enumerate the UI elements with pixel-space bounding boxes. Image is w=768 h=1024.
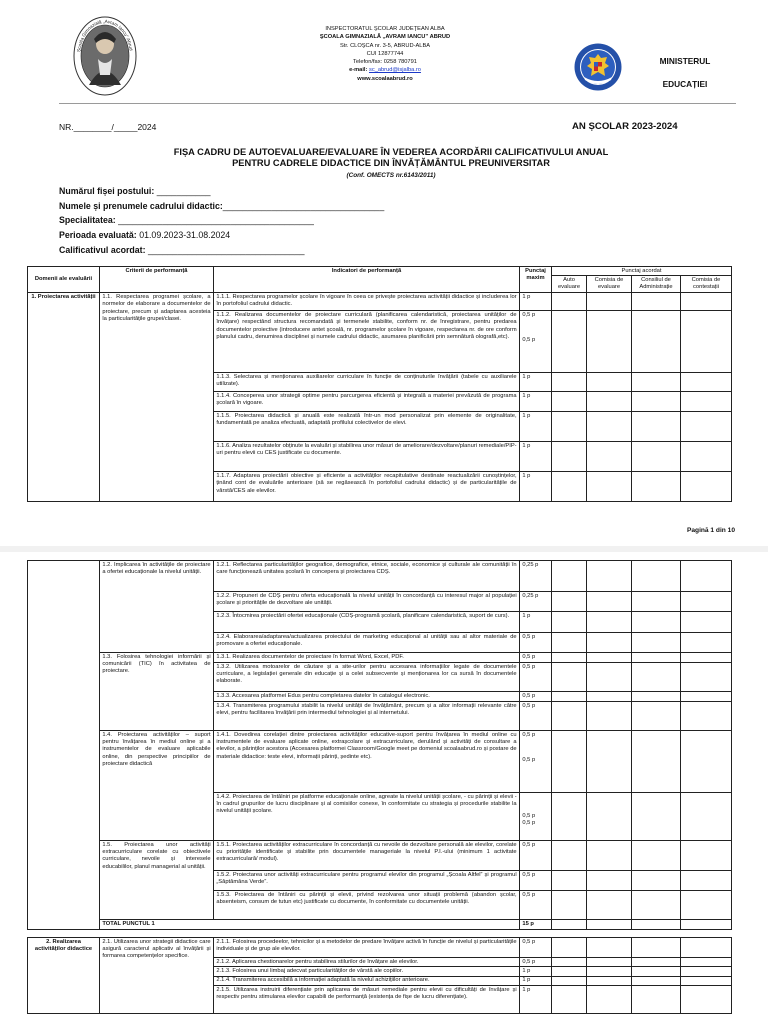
domain-cell: 2. Realizarea activităților didactice [28,938,100,1014]
indicator-cell: 1.5.3. Proiectarea de întâniri cu părinții și elevii, privind rezolvarea unor situații problemă (abandon școlar, absenteism, consum de tutun etc) justificate cu documente, în conformitate cu documentele unității. [214,891,520,920]
indicator-cell: 2.1.5. Utilizarea instruirii diferențiate prin aplicarea de măsuri remediale pentru elevii cu dificultăți de învățare și respectiv pentru stimularea elevilor capabili de performanță (existența de fișe de lucru diferențiate). [214,986,520,1014]
criterion-cell: 1.5. Proiectarea unor activități extracurriculare corelate cu obiectivele curriculare, nevoile și interesele educabililor, planul managerial al unității. [100,841,214,920]
field-value[interactable]: ________________________________ [145,244,305,255]
max-points: 1 p [520,293,552,311]
indicator-cell: 2.1.2. Aplicarea chestionarelor pentru stabilirea stilurilor de învățare ale elevilor. [214,958,520,967]
appeals-cell[interactable] [681,633,732,653]
points-part-1: 0,5 p [522,731,536,738]
max-points [520,731,552,793]
self-eval-cell[interactable] [552,633,587,653]
criterion-cell: 1.1. Respectarea programei școlare, a normelor de elaborare a documentelor de proiectare, precum și adaptarea acesteia la particularitățile grupei/clasei. [100,293,214,502]
appeals-cell[interactable] [681,976,732,985]
board-cell[interactable] [632,891,681,920]
self-eval-cell[interactable] [552,871,587,891]
appeals-cell[interactable] [681,958,732,967]
document-title [100,147,682,169]
commission-cell[interactable] [587,311,632,373]
commission-cell[interactable] [587,986,632,1014]
field-value[interactable]: _________________________________ [222,200,385,211]
self-eval-cell[interactable] [552,692,587,702]
board-total[interactable] [632,920,681,930]
school-phone: Telefon/fax: 0258 780791 [353,59,417,66]
total-label: TOTAL PUNCTUL 1 [100,920,520,930]
ministry-line-1: MINISTERUL [659,56,711,66]
max-points [520,311,552,373]
indicator-cell: 1.1.3. Selectarea și menționarea auxiliarelor curriculare în funcție de conținuturile învățării (tabele cu auxiliarele utilizate). [214,373,520,392]
criterion-cell: 1.3. Folosirea tehnologiei informării și comunicării (TIC) în activitatea de proiectare. [100,653,214,731]
email-link[interactable]: sc_abrud@isjalba.ro [369,67,421,74]
commission-cell[interactable] [587,472,632,502]
self-eval-cell[interactable] [552,958,587,967]
page-footer: Pagină 1 din 10 [686,527,735,534]
table-row [28,561,732,592]
max-points: 1 p [520,967,552,976]
indicator-cell: 1.5.1. Proiectarea activităților extracurriculare în concordanță cu nevoile de dezvoltare personală ale elevilor, corelate cu prioritățile identificate și stabilite prin documentele manageriale la nivelul P.I.-ului (minimum 1 activitate extracurriculară/ modul). [214,841,520,871]
appeals-cell[interactable] [681,612,732,633]
max-points: 0,5 p [520,938,552,958]
self-eval-cell[interactable] [552,612,587,633]
field-value: 01.09.2023-31.08.2024 [136,230,231,241]
field-period [59,228,384,243]
self-eval-cell[interactable] [552,967,587,976]
indicator-cell: 1.3.3. Accesarea platformei Edus pentru completarea datelor în catalogul electronic. [214,692,520,702]
appeals-cell[interactable] [681,938,732,958]
table-row [28,653,732,663]
self-eval-cell[interactable] [552,793,587,841]
criterion-cell: 1.4. Proiectarea activităților – suport pentru învățarea în mediul online și a instrumentelor de evaluare aplicabile online, din perspective principiilor de proiectare didactică [100,731,214,841]
table-row [28,293,732,311]
board-cell[interactable] [632,793,681,841]
points-part-2: 0,5 p [522,337,536,344]
appeals-cell[interactable] [681,663,732,692]
board-cell[interactable] [632,731,681,793]
indicator-cell: 2.1.4. Transmiterea accesibilă a informației adaptată la nivelul achizițiilor anterioare. [214,976,520,985]
commission-cell[interactable] [587,653,632,663]
evaluation-table-page-1 [27,266,732,502]
board-cell[interactable] [632,392,681,412]
self-eval-cell[interactable] [552,653,587,663]
total-value: 15 p [520,920,552,930]
field-specialty [59,213,384,228]
board-cell[interactable] [632,633,681,653]
appeals-cell[interactable] [681,841,732,871]
commission-cell[interactable] [587,442,632,472]
commission-cell[interactable] [587,967,632,976]
max-points: 0,5 p [520,692,552,702]
self-eval-cell[interactable] [552,561,587,592]
points-part-1: 0,5 p [522,311,536,318]
board-cell[interactable] [632,692,681,702]
board-cell[interactable] [632,967,681,976]
appeals-cell[interactable] [681,692,732,702]
domain-cell: 1. Proiectarea activității [28,293,100,502]
field-post-number [59,184,384,199]
table-row [28,841,732,871]
col-header-awarded: Punctaj acordat [552,267,732,276]
appeals-cell[interactable] [681,311,732,373]
email-label: e-mail: [349,67,368,74]
max-points: 0,5 p [520,633,552,653]
indicator-cell: 1.2.2. Propuneri de CDȘ pentru oferta educațională la nivelul unității în concordanță cu interesul major al populației școlare și prioritățile de dezvoltare ale unității. [214,592,520,612]
field-label: Numele și prenumele cadrului didactic: [59,200,223,211]
commission-cell[interactable] [587,663,632,692]
school-crest-logo [72,15,138,97]
max-points: 1 p [520,442,552,472]
table-row [28,938,732,958]
col-header-domain: Domenii ale evaluării [28,267,100,293]
government-logo [574,43,622,91]
title-line-1: FIȘA CADRU DE AUTOEVALUARE/EVALUARE ÎN VEDEREA ACORDĂRII CALIFICATIVULUI ANUAL [173,147,609,157]
school-street: Str. CLOŞCA nr. 3-5, ABRUD-ALBA [339,42,431,49]
board-cell[interactable] [632,938,681,958]
board-cell[interactable] [632,472,681,502]
appeals-cell[interactable] [681,871,732,891]
commission-total[interactable] [587,920,632,930]
points-part-2: 0,5 p [522,756,536,763]
title-line-2: PENTRU CADRELE DIDACTICE DIN ÎNVĂȚĂMÂNTUL PREUNIVERSITAR [232,158,550,169]
school-name: ŞCOALA GIMNAZIALĂ „AVRAM IANCU” ABRUD [319,34,451,41]
appeals-cell[interactable] [681,702,732,731]
commission-cell[interactable] [587,392,632,412]
appeals-total[interactable] [681,920,732,930]
max-points: 1 p [520,373,552,392]
commission-cell[interactable] [587,841,632,871]
col-header-criteria: Criterii de performanță [100,267,214,293]
max-points: 0,5 p [520,653,552,663]
indicator-cell: 1.2.3. Întocmirea proiectării ofertei educaționale (CDȘ-programă școlară, planificare calendaristică, suport de curs). [214,612,520,633]
commission-cell[interactable] [587,692,632,702]
indicator-cell: 2.1.3. Folosirea unui limbaj adecvat particularităților de vârstă ale copiilor. [214,967,520,976]
school-cui: CUI 12877744 [366,50,404,57]
indicator-cell: 1.3.1. Realizarea documentelor de proiectare în format Word, Excel, PDF. [214,653,520,663]
appeals-cell[interactable] [681,442,732,472]
school-website[interactable]: www.scoalaabrud.ro [357,75,413,82]
points-part-2: 0,5 p [522,819,536,826]
appeals-cell[interactable] [681,731,732,793]
indicator-cell: 1.1.6. Analiza rezultatelor obținute la evaluări și stabilirea unor măsuri de ameliorare/dezvoltare/planuri remediale/PIP-uri pentru elevii cu CES justificate cu documente. [214,442,520,472]
total-row [28,920,732,930]
self-eval-cell[interactable] [552,373,587,392]
board-cell[interactable] [632,871,681,891]
board-cell[interactable] [632,293,681,311]
document-header [0,0,768,112]
appeals-cell[interactable] [681,293,732,311]
criterion-cell: 1.2. Implicarea în activitățile de proiectare a ofertei educaționale la nivelul unității. [100,561,214,653]
board-cell[interactable] [632,442,681,472]
self-eval-cell[interactable] [552,412,587,442]
evaluation-table-page-2 [27,560,732,930]
field-label: Calificativul acordat: [59,244,146,255]
commission-cell[interactable] [587,373,632,392]
commission-cell[interactable] [587,702,632,731]
field-label: Numărul fișei postului: [59,186,155,196]
self-eval-cell[interactable] [552,731,587,793]
board-cell[interactable] [632,958,681,967]
indicator-cell: 1.4.2. Proiectarea de întâlniri pe platforme educaționale online, agreate la nivelul unității școlare, - cu părinții și elevii - în cadrul grupurilor de lucru disciplinare și al comisiilor conexe, în conformitate cu strategia și procedurile stabilite la nivelul unității școlare. [214,793,520,841]
col-header-appeals: Comisia de contestații [681,276,732,293]
evaluation-table-page-2-domain-2 [27,937,732,1014]
commission-cell[interactable] [587,592,632,612]
indicator-cell: 1.3.4. Transmiterea programului stabilit la nivelul unității de învățământ, precum și a altor informații relevante către elevi, pentru facilitarea învățării prin intermediul tehnologiei și al internetului. [214,702,520,731]
indicator-cell: 1.2.4. Elaborarea/adaptarea/actualizarea proiectului de marketing educațional al unității sau al altor materiale de promovare a ofertei educaționale. [214,633,520,653]
self-eval-cell[interactable] [552,311,587,373]
self-eval-cell[interactable] [552,702,587,731]
self-eval-cell[interactable] [552,938,587,958]
col-header-max: Punctaj maxim [520,267,552,293]
self-eval-cell[interactable] [552,472,587,502]
max-points: 0,5 p [520,663,552,692]
board-cell[interactable] [632,976,681,985]
appeals-cell[interactable] [681,793,732,841]
commission-cell[interactable] [587,871,632,891]
commission-cell[interactable] [587,891,632,920]
indicator-cell: 1.1.2. Realizarea documentelor de proiectare curriculară (planificarea calendaristică, proiectarea unităților de învățare) respectând structura recomandată și termenele stabilite, conform nr. de înregistrare, pentru predarea documentelor proiective (introducere antet școală, nr. programelor școlare în vigoare, respectarea nr. de ore conform planului cadru, denumirea disciplinei și numele cadrului didactic, asumarea planificării prin semnătură olografă,etc). [214,311,520,373]
commission-cell[interactable] [587,293,632,311]
appeals-cell[interactable] [681,472,732,502]
ministry-line-2: EDUCAȚIEI [662,79,708,89]
school-year: AN ȘCOLAR 2023-2024 [572,121,678,132]
appeals-cell[interactable] [681,967,732,976]
school-address-block [250,25,520,83]
commission-cell[interactable] [587,731,632,793]
self-eval-cell[interactable] [552,293,587,311]
ministry-name [640,50,730,96]
self-eval-cell[interactable] [552,392,587,412]
col-header-commission: Comisia de evaluare [587,276,632,293]
registration-number: NR.________/_____2024 [59,122,157,132]
field-label: Specialitatea: [59,215,116,226]
max-points: 1 p [520,412,552,442]
max-points: 0,5 p [520,871,552,891]
max-points [520,793,552,841]
commission-cell[interactable] [587,633,632,653]
max-points: 0,5 p [520,958,552,967]
board-cell[interactable] [632,592,681,612]
appeals-cell[interactable] [681,986,732,1014]
appeals-cell[interactable] [681,392,732,412]
board-cell[interactable] [632,841,681,871]
self-eval-cell[interactable] [552,841,587,871]
board-cell[interactable] [632,412,681,442]
self-eval-total[interactable] [552,920,587,930]
field-grade [59,243,384,258]
board-cell[interactable] [632,311,681,373]
domain-cell [28,561,100,930]
max-points: 1 p [520,472,552,502]
commission-cell[interactable] [587,958,632,967]
max-points: 1 p [520,976,552,985]
indicator-cell: 1.1.7. Adaptarea proiectării obiective și eficiente a activităților recapitulative destinate reactualizării cunoștințelor, ținând cont de evaluările anterioare (să se regăsească în portofoliul cadrului didactic) și de particularitățile de vârstă/CES ale elevilor. [214,472,520,502]
table-row [28,731,732,793]
appeals-cell[interactable] [681,653,732,663]
col-header-self-eval: Auto evaluare [552,276,587,293]
commission-cell[interactable] [587,412,632,442]
commission-cell[interactable] [587,976,632,985]
field-label: Perioada evaluată: [59,230,137,241]
board-cell[interactable] [632,561,681,592]
indicator-cell: 2.1.1. Folosirea procedeelor, tehnicilor și a metodelor de predare învățare activă în funcție de nivelul și particularitățile individuale și de grup ale elevilor. [214,938,520,958]
teacher-info-fields [59,184,384,258]
appeals-cell[interactable] [681,561,732,592]
commission-cell[interactable] [587,612,632,633]
criterion-cell: 2.1. Utilizarea unor strategii didactice care asigură caracterul aplicativ al învățării și formarea competențelor specifice. [100,938,214,1014]
table-header-row [28,267,732,276]
max-points: 1 p [520,986,552,1014]
appeals-cell[interactable] [681,891,732,920]
board-cell[interactable] [632,653,681,663]
board-cell[interactable] [632,702,681,731]
indicator-cell: 1.4.1. Dovedirea corelației dintre proiectarea activităților educative-suport pentru învățarea în mediul online cu instrumentele de evaluare aplicate online, extrașcolare și extracurriculare, derulând și activități de consultare a elevilor, a părinților acestora (Accesarea platformei Classroom/Google meet pe domeniul scoalaabrud.ro și postare de materiale didactice: teste elevi, informații părinți, ședinte etc). [214,731,520,793]
board-cell[interactable] [632,986,681,1014]
board-cell[interactable] [632,663,681,692]
self-eval-cell[interactable] [552,663,587,692]
col-header-board: Consiliul de Administrație [632,276,681,293]
commission-cell[interactable] [587,938,632,958]
appeals-cell[interactable] [681,412,732,442]
indicator-cell: 1.1.5. Proiectarea didactică și anuală este realizată într-un mod personalizat prin elemente de originalitate, fundamentată pe analiza efectuată, adaptată profilului colectivelor de elevi. [214,412,520,442]
indicator-cell: 1.1.4. Conceperea unor strategii optime pentru parcurgerea eficientă și integrală a materiei prevăzută de programa școlară în vigoare. [214,392,520,412]
appeals-cell[interactable] [681,373,732,392]
self-eval-cell[interactable] [552,891,587,920]
col-header-indicators: Indicatori de performanță [214,267,520,293]
field-value[interactable]: ________________________________________ [115,215,314,226]
max-points: 0,5 p [520,891,552,920]
field-value[interactable]: ___________ [154,186,211,196]
commission-cell[interactable] [587,561,632,592]
page-break [0,546,768,552]
self-eval-cell[interactable] [552,592,587,612]
indicator-cell: 1.2.1. Reflectarea particularităților geografice, demografice, etnice, sociale, economice și culturale ale comunității în care funcționează unitatea școlară în concepera și proiectarea CDȘ. [214,561,520,592]
max-points: 0,25 p [520,592,552,612]
self-eval-cell[interactable] [552,442,587,472]
legal-reference: (Conf. OMECTS nr.6143/2011) [346,172,436,179]
appeals-cell[interactable] [681,592,732,612]
self-eval-cell[interactable] [552,976,587,985]
max-points: 1 p [520,612,552,633]
indicator-cell: 1.1.1. Respectarea programelor școlare în vigoare în ceea ce privește proiectarea activității didactice și includerea lor în portofoliul cadrului didactic. [214,293,520,311]
points-part-1: 0,5 p [522,812,536,819]
commission-cell[interactable] [587,793,632,841]
max-points: 0,5 p [520,702,552,731]
school-email-line [250,66,520,74]
max-points: 0,5 p [520,841,552,871]
indicator-cell: 1.3.2. Utilizarea motoarelor de căutare și a site-urilor pentru accesarea informațiilor legate de documentele curriculare, a legislației generale din educație și a celei subsecvente și menționarea lor ca sursă în documentele elaborate. [214,663,520,692]
max-points: 0,25 p [520,561,552,592]
indicator-cell: 1.5.2. Proiectarea unor activități extracurriculare pentru programul elevilor din programul „Școala Altfel” și programul „Săptămâna Verde”. [214,871,520,891]
svg-text:Școala Gimnazială „Avram Iancu: Școala Gimnazială „Avram Iancu” Abrud [76,18,134,53]
max-points: 1 p [520,392,552,412]
board-cell[interactable] [632,612,681,633]
header-divider [59,103,736,104]
field-teacher-name [59,199,384,214]
board-cell[interactable] [632,373,681,392]
inspectorate-name: INSPECTORATUL ŞCOLAR JUDEŢEAN ALBA [325,26,445,32]
self-eval-cell[interactable] [552,986,587,1014]
